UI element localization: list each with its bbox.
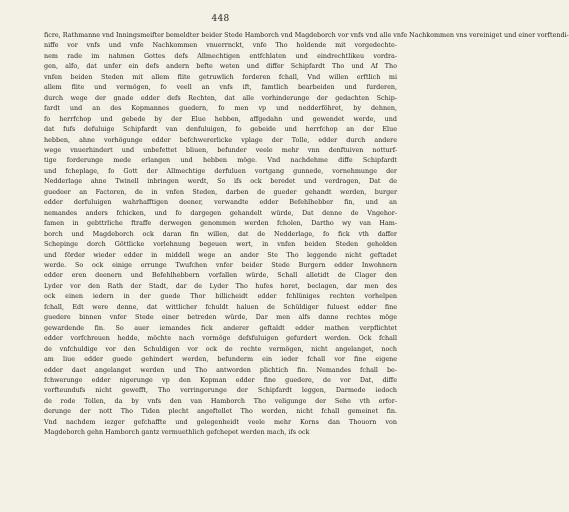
text-line: gewardende fin. So auer iemandes fick anderer geftaldt edder mathen verpflichtet xyxy=(44,323,397,332)
text-line: Magdeborch gehn Hamborch gantz vermuethlich gefchepet werden mach, ifs ock xyxy=(44,428,310,437)
text-line: nemandes anders fchicken, und fo dargegen gehandelt würde, Dat denne de Vngehor- xyxy=(44,208,397,217)
text-line: fchwerunge edder nigerunge vp den Kopman edder fine guedere, de vor Dat, diffe xyxy=(44,375,397,384)
text-line: vnfen beiden Steden mit allem flite getruwlich forderen fchall, Vnd willen erftlich mi xyxy=(44,72,397,81)
text-line: edder derfuluigen wahrhafftigen deener, verwandte edder Befehlhebber fin, und an xyxy=(44,198,397,207)
text-line: hebben, ahne vorhögunge edder befchwererlicke vplage der Tolle, edder durch andere xyxy=(44,135,397,144)
page-number: 448 xyxy=(211,14,230,24)
text-line: fo herrfchop und gebede by der Elue hebben, affgedahn und gewendet werde, und xyxy=(44,114,397,123)
text-line: edder daet angelanget werden und Tho antworden plichtich fin. Nemandes fchall be- xyxy=(44,365,397,374)
text-line: edder vorfchreuen hedde, möchte nach vormöge defsfuluigen gefurdert werden. Ock fchall xyxy=(44,334,397,343)
text-line: tige forderunge mede erlangen und hebben möge. Vnd nachdehme diffe Schipfardt xyxy=(44,156,397,165)
text-line: wege vnuerhindert und unbefettet bliuen, befunder veele mehr vnn denftuiven notturf- xyxy=(44,145,397,154)
text-line: und förder wieder edder in middell wege an ander Ste Tho leggende nicht geftadet xyxy=(44,250,397,259)
text-line: de rode Tollen, da by vnfs den van Hamborch Tho veligunge der Sehe vth erfor- xyxy=(44,396,397,405)
text-line: durch wege der gnade edder defs Rechten, dat alle vorhinderunge der gedachten Schip- xyxy=(44,93,397,102)
text-line: guedeer an Factoren, de in vnfen Steden, darben de gueder gehandt werden, burger xyxy=(44,187,397,196)
text-line: fchall, Edt were denne, dat wittlicher fchuldt haluen de Schüldiger fuluest edder fine xyxy=(44,302,397,311)
text-line: nem rade im nahmen Gottes defs Allmechtigen entfchlaten und eindrechtlikeu vordra- xyxy=(44,51,397,60)
text-line: werde. So ock einige errunge Twufchen vnfer beider Stede Burgern edder Inwohnern xyxy=(44,260,397,269)
text-line: niffe vor vnfs und vnfe Nachkommen vnuerrnckt, vnfe Tho holdende mit vorgedechte- xyxy=(44,41,397,50)
text-line: ock einen iedern in der guede Thor billicheidt edder fchlüniges rechten vorhelpen xyxy=(44,292,397,301)
text-line: Lyder vor den Rath der Stadt, dar de Lyder Tho hufes horet, beclagen, dar men des xyxy=(44,281,397,290)
text-line: dat fufs defuluige Schipfardt van denfuluigen, fo gebeide und herrfchop an der Elue xyxy=(44,125,397,134)
text-line: derunge der nott Tho Tiden plecht angeftellet Tho werden, nicht fchall gemeinet fin. xyxy=(44,407,397,416)
text-line: Vnd nachdem iezger gefchaffte und gelegenheidt veele mehr Korns dan Thouorn von xyxy=(44,417,397,426)
text-line: Schepinge dorch Göttlicke vorlehnung begeuen wert, in vnfen beiden Steden geholden xyxy=(44,240,397,249)
text-line: am liue edder guede gehindert werden, befunderm ein ieder fchall vor fine eigene xyxy=(44,355,397,364)
text-line: vorfteundufs nicht gewefft, Tho verringerunge der Schipfardt leggen, Darmede iedoch xyxy=(44,386,397,395)
text-line: de vnfchuldige vor den Schuldigen vor ock de rechte vermögen, nicht angelanget, noch xyxy=(44,344,397,353)
text-line: edder eren deenern und Befehlhebbern vorfallen würde, Schall alletidt de Clager den xyxy=(44,271,397,280)
text-line: famen in gebttrliche ftraffe derwegen genommen werden fcholen, Dartho wy van Ham- xyxy=(44,219,397,228)
text-line: borch und Magdeborch ock daran fin willen, dat de Nedderlage, fo fick vth daffer xyxy=(44,229,397,238)
text-line: fardt und an des Kopmannes guedern, fo men vp und nedderföhret, by dehnen, xyxy=(44,104,397,113)
text-line: allem flite und vermögen, fo veell an vnfs ift, famtlich bearbeiden und furderen, xyxy=(44,83,397,92)
body-text xyxy=(44,30,569,438)
text-line: Nedderlage ahne Twinell inbringen werdt, So ifs ock beredet und verdragen, Dat de xyxy=(44,177,397,186)
text-line: und fcheplage, fo Gott der Allmechtige derfuluen vortgang gunnede, vornehmunge der xyxy=(44,166,397,175)
text-line: guedere binnen vnfer Stede einer betreden würde, Dar men alfs danne rechtes möge xyxy=(44,313,397,322)
text-line: ficre, Rathmanne vnd Inningsmeifter bemeldter beider Stede Hamborch vnd Magdeborch vor vnfs vnd alle vnfe Nachkommen vns vereiniget und einer vorftendi- xyxy=(44,31,569,39)
text-line: gen, alfo, dat unfer ein defs andern befte weten und differ Schipfardt Tho und Af Tho xyxy=(44,62,397,71)
